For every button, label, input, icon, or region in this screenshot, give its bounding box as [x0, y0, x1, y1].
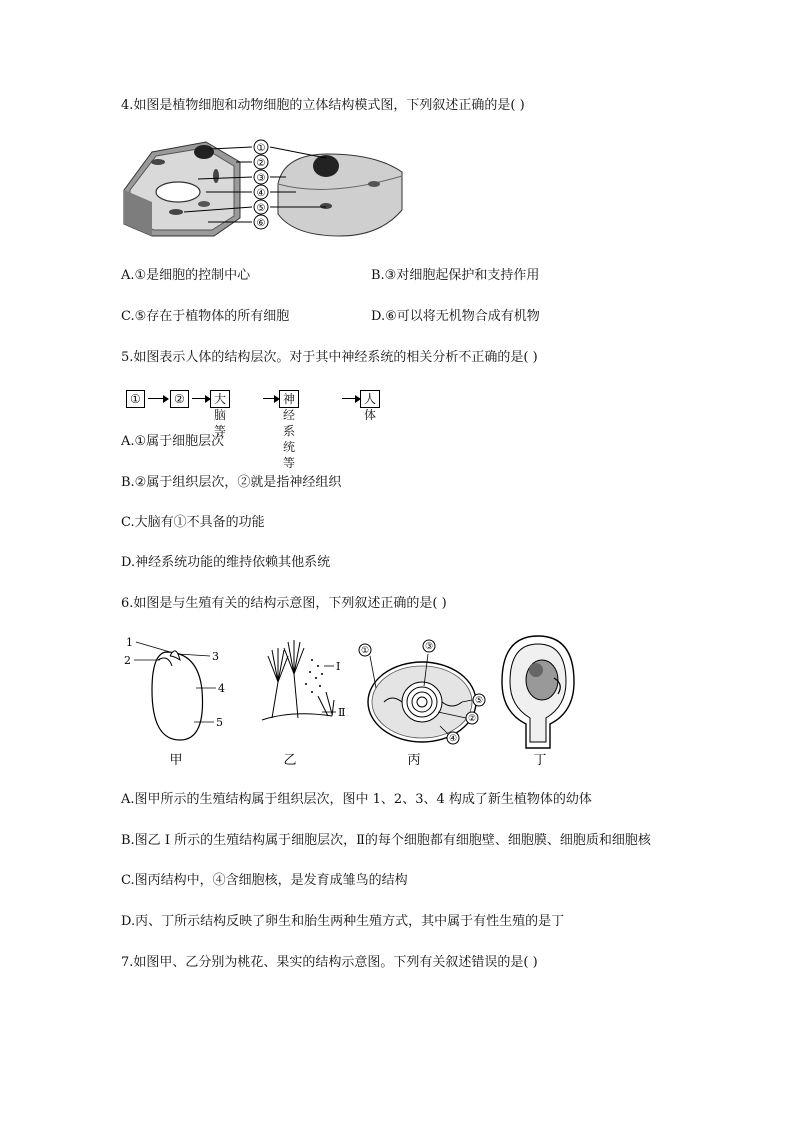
egg-label-4: ④ — [448, 734, 458, 744]
uterus-fetus-illustration — [502, 636, 574, 748]
q5-option-a: A.①属于细胞层次 — [121, 434, 225, 449]
moss-label-1: I — [336, 660, 341, 673]
cell-label-4: ④ — [256, 188, 266, 199]
seed-label-2: 2 — [124, 654, 131, 667]
egg-label-5: ⑤ — [474, 696, 484, 706]
seed-label-4: 4 — [218, 682, 225, 695]
egg-label-2: ② — [467, 714, 477, 724]
flow-box-1: ① — [126, 390, 145, 408]
q5-option-b: B.②属于组织层次，②就是指神经组织 — [121, 475, 342, 490]
cell-label-2: ② — [256, 158, 266, 169]
caption-ding: 丁 — [533, 753, 547, 768]
arrow-icon — [342, 398, 360, 399]
arrow-icon — [263, 398, 279, 399]
q6-option-a: A.图甲所示的生殖结构属于组织层次，图中 1、2、3、4 构成了新生植物体的幼体 — [121, 792, 592, 807]
q4-option-c: C.⑤存在于植物体的所有细胞 — [121, 309, 290, 324]
caption-jia: 甲 — [169, 753, 183, 768]
q4-stem: 4.如图是植物细胞和动物细胞的立体结构模式图，下列叙述正确的是( ) — [121, 98, 525, 113]
seed-label-5: 5 — [216, 716, 223, 729]
flow-box-3: 大脑等 — [210, 390, 230, 408]
arrow-icon — [148, 398, 168, 399]
moss-illustration — [262, 640, 345, 720]
q6-option-d: D.丙、丁所示结构反映了卵生和胎生两种生殖方式，其中属于有性生殖的是丁 — [121, 914, 565, 929]
cell-label-5: ⑤ — [256, 203, 266, 214]
q5-stem: 5.如图表示人体的结构层次。对于其中神经系统的相关分析不正确的是( ) — [121, 350, 538, 365]
moss-label-2: Ⅱ — [338, 706, 346, 719]
q6-option-b: B.图乙 I 所示的生殖结构属于细胞层次，Ⅱ的每个细胞都有细胞壁、细胞膜、细胞质和细胞核 — [121, 833, 651, 848]
animal-cell-illustration — [278, 154, 402, 236]
q6-stem: 6.如图是与生殖有关的结构示意图，下列叙述正确的是( ) — [121, 596, 447, 611]
caption-bing: 丙 — [407, 753, 421, 768]
cell-label-1: ① — [256, 143, 266, 154]
caption-yi: 乙 — [283, 753, 297, 768]
q6-option-c: C.图丙结构中，④含细胞核，是发育成雏鸟的结构 — [121, 873, 408, 888]
q5-option-c: C.大脑有①不具备的功能 — [121, 515, 265, 530]
cell-label-6: ⑥ — [256, 218, 266, 229]
reproduction-structures-figure — [122, 630, 582, 770]
flow-box-4: 神经系统等 — [279, 390, 299, 408]
egg-illustration — [359, 640, 485, 744]
arrow-icon — [192, 398, 210, 399]
q4-option-a: A.①是细胞的控制中心 — [121, 268, 251, 283]
egg-label-1: ① — [360, 646, 370, 656]
q5-option-d: D.神经系统功能的维持依赖其他系统 — [121, 555, 331, 570]
seed-label-3: 3 — [212, 650, 219, 663]
q7-stem: 7.如图甲、乙分别为桃花、果实的结构示意图。下列有关叙述错误的是( ) — [121, 955, 538, 970]
seed-label-1: 1 — [126, 636, 133, 649]
q4-option-d: D.⑥可以将无机物合成有机物 — [371, 309, 540, 324]
q4-option-b: B.③对细胞起保护和支持作用 — [371, 268, 540, 283]
seed-illustration — [124, 636, 225, 740]
cell-label-3: ③ — [256, 173, 266, 184]
cell-structure-figure — [118, 132, 414, 244]
flow-box-2: ② — [170, 390, 189, 408]
egg-label-3: ③ — [424, 642, 434, 652]
flow-box-5: 人体 — [360, 390, 380, 408]
